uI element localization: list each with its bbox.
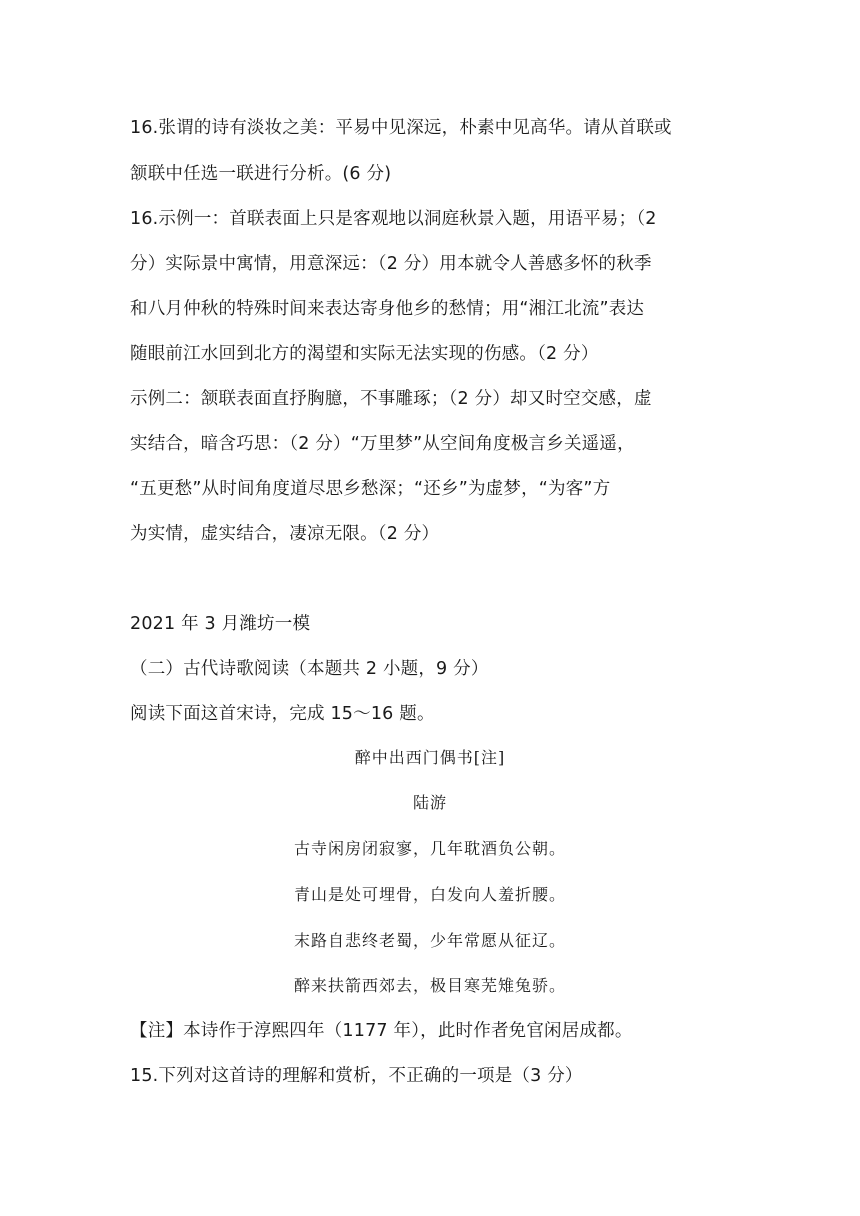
poem-line-4: 醉来扶箭西郊去，极目寒芜雉兔骄。 bbox=[293, 976, 566, 995]
poem-line-2: 青山是处可埋骨，白发向人羞折腰。 bbox=[293, 885, 566, 904]
answer-16-line-4: 随眼前江水回到北方的渴望和实际无法实现的伤感。（2 分） bbox=[130, 344, 599, 364]
section-subheading: （二）古代诗歌阅读（本题共 2 小题，9 分） bbox=[130, 659, 489, 679]
poem-title: 醉中出西门偶书[注] bbox=[354, 748, 506, 767]
answer-16-line-1: 16.示例一：首联表面上只是客观地以洞庭秋景入题，用语平易；（2 bbox=[130, 209, 657, 229]
answer-16-line-2: 分）实际景中寓情，用意深远：（2 分）用本就令人善感多怀的秋季 bbox=[130, 254, 652, 274]
question-16-line-1: 16.张谓的诗有淡妆之美：平易中见深远，朴素中见高华。请从首联或 bbox=[130, 118, 672, 138]
answer-16-line-7: “五更愁”从时间角度道尽思乡愁深；“还乡”为虚梦，“为客”方 bbox=[130, 479, 611, 499]
answer-16-line-8: 为实情，虚实结合，凄凉无限。（2 分） bbox=[130, 524, 440, 544]
poem-author: 陆游 bbox=[412, 793, 447, 812]
section-heading: 2021 年 3 月潍坊一模 bbox=[130, 614, 311, 634]
question-16-line-2: 颔联中任选一联进行分析。(6 分) bbox=[130, 164, 392, 184]
poem-line-1: 古寺闲房闭寂寥，几年耽酒负公朝。 bbox=[293, 839, 566, 858]
answer-16-line-6: 实结合，暗含巧思：（2 分）“万里梦”从空间角度极言乡关遥遥， bbox=[130, 434, 635, 454]
answer-16-line-5: 示例二：颔联表面直抒胸臆，不事雕琢；（2 分）却又时空交感，虚 bbox=[130, 389, 652, 409]
answer-16-line-3: 和八月仲秋的特殊时间来表达寄身他乡的愁情；用“湘江北流”表达 bbox=[130, 299, 645, 319]
poem-note: 【注】本诗作于淳熙四年（1177 年），此时作者免官闲居成都。 bbox=[130, 1021, 633, 1041]
reading-instruction: 阅读下面这首宋诗，完成 15～16 题。 bbox=[130, 704, 435, 724]
poem-line-3: 末路自悲终老蜀，少年常愿从征辽。 bbox=[293, 931, 566, 950]
question-15: 15.下列对这首诗的理解和赏析，不正确的一项是（3 分） bbox=[130, 1066, 583, 1086]
